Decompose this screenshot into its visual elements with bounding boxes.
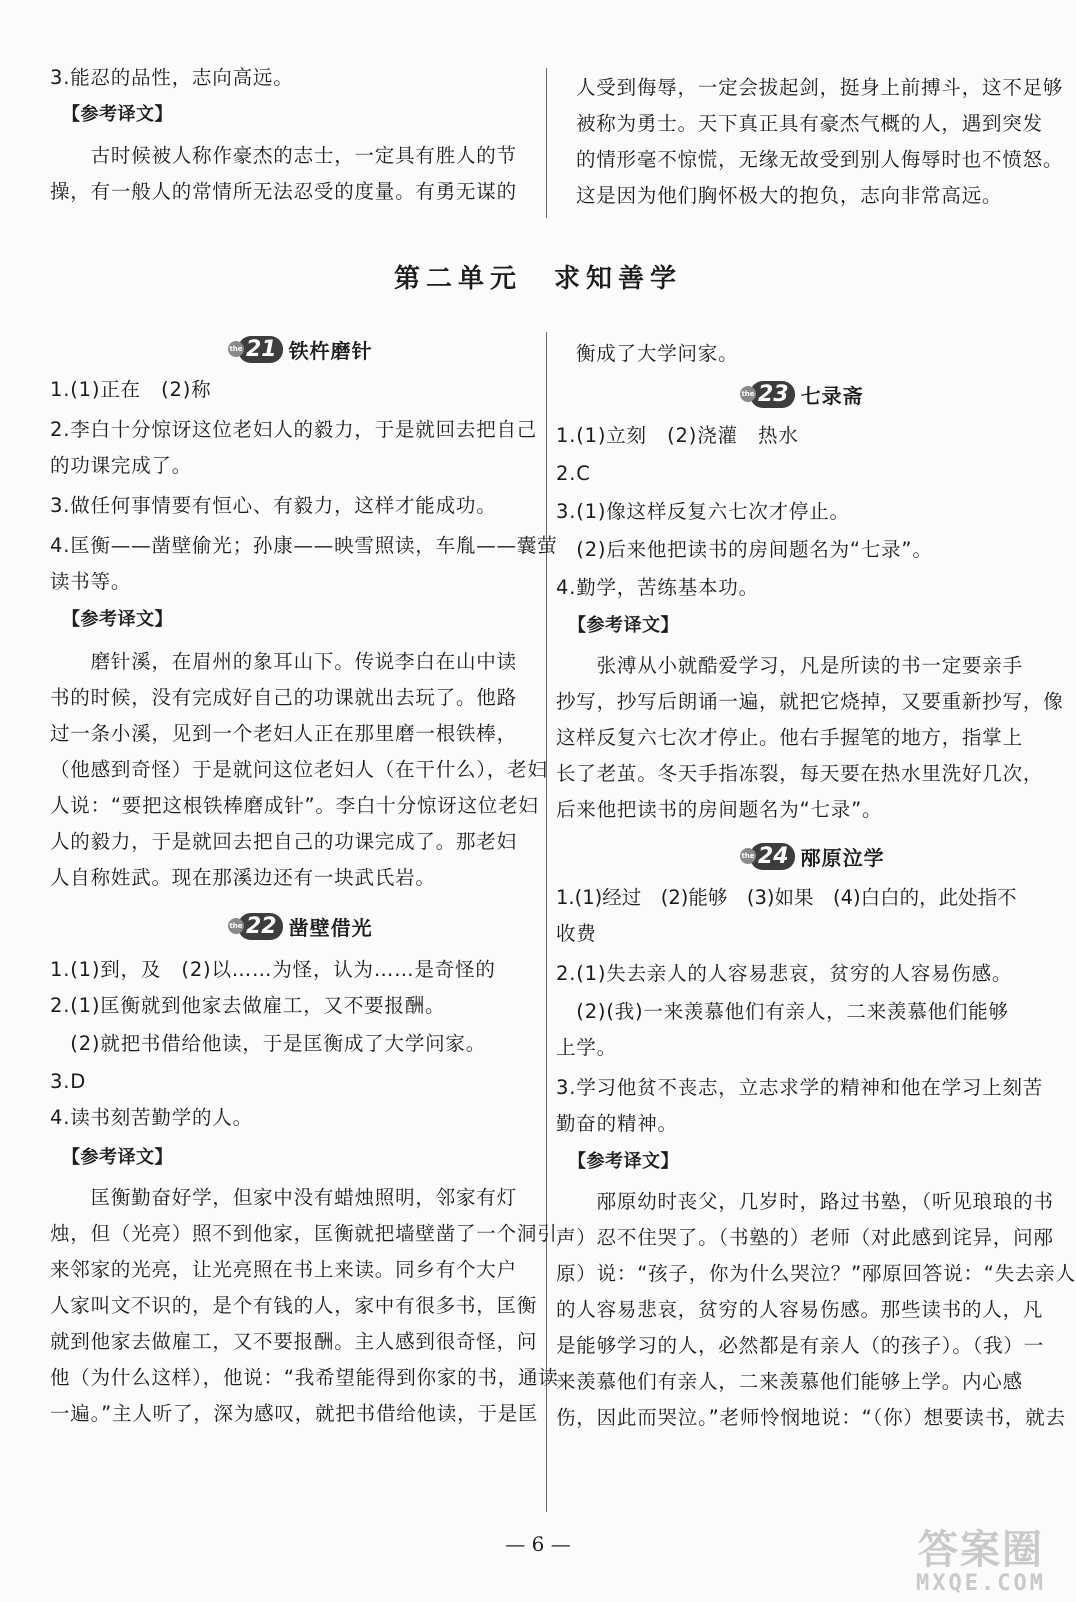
translation-line: 一遍。”主人听了，深为感叹，就把书借给他读，于是匡 xyxy=(50,1402,539,1425)
lesson-number-badge xyxy=(740,379,795,409)
lesson-title: 七录斋 xyxy=(800,383,864,408)
translation-line: 来羡慕他们有亲人，二来羡慕他们能够上学。内心感 xyxy=(556,1370,1023,1393)
translation-line: 古时候被人称作豪杰的志士，一定具有胜人的节 xyxy=(50,144,517,167)
translation-line: 张溥从小就酷爱学习，凡是所读的书一定要亲手 xyxy=(556,654,1023,677)
translation-line: 人的毅力，于是就回去把自己的功课完成了。那老妇 xyxy=(50,830,517,853)
badge-the-label: the xyxy=(228,918,244,934)
translation-line: 烛，但（光亮）照不到他家，匡衡就把墙壁凿了一个洞引 xyxy=(50,1222,558,1245)
badge-the-label: the xyxy=(740,386,756,402)
translation-line: 他（为什么这样），他说：“我希望能得到你家的书，通读 xyxy=(50,1366,559,1389)
translation-line: 原）说：“孩子，你为什么哭泣？”邴原回答说：“失去亲人 xyxy=(556,1262,1076,1285)
badge-the-label: the xyxy=(228,341,244,357)
translation-line: 操，有一般人的常情所无法忍受的度量。有勇无谋的 xyxy=(50,180,517,203)
reference-translation-label: 【参考译文】 xyxy=(62,104,173,125)
lesson-22-heading xyxy=(228,910,373,942)
translation-line: 书的时候，没有完成好自己的功课就出去玩了。他路 xyxy=(50,686,517,709)
reference-translation-label: 【参考译文】 xyxy=(568,1151,679,1172)
lesson-number-badge xyxy=(740,841,795,871)
translation-line: 抄写，抄写后朗诵一遍，就把它烧掉，又要重新抄写，像 xyxy=(556,690,1064,713)
answer-line: (2)(我)一来羡慕他们有亲人，二来羡慕他们能够 xyxy=(556,1000,1009,1023)
answer-line: 4.勤学，苦练基本功。 xyxy=(556,576,759,599)
reference-translation-label: 【参考译文】 xyxy=(62,609,173,630)
lesson-number: 24 xyxy=(750,843,795,870)
answer-line: 1.(1)正在 (2)称 xyxy=(50,378,212,401)
answer-line: 2.李白十分惊讶这位老妇人的毅力，于是就回去把自己 xyxy=(50,418,538,441)
lesson-title: 铁杵磨针 xyxy=(288,338,373,363)
lesson-number: 21 xyxy=(238,336,283,363)
translation-line: 声）忍不住哭了。（书塾的）老师（对此感到诧异，问邴 xyxy=(556,1226,1054,1249)
answer-line: 2.(1)匡衡就到他家去做雇工，又不要报酬。 xyxy=(50,994,446,1017)
answer-line: (2)后来他把读书的房间题名为“七录”。 xyxy=(556,538,933,561)
lesson-title: 凿壁借光 xyxy=(288,915,373,940)
translation-line: 人自称姓武。现在那溪边还有一块武氏岩。 xyxy=(50,866,436,889)
reference-translation-label: 【参考译文】 xyxy=(568,615,679,636)
answer-line: 收费 xyxy=(556,922,597,945)
answer-line: 3.学习他贫不丧志，立志求学的精神和他在学习上刻苦 xyxy=(556,1076,1044,1099)
column-divider xyxy=(546,332,547,1512)
watermark-logo xyxy=(896,1528,1066,1598)
translation-line: 长了老茧。冬天手指冻裂，每天要在热水里洗好几次， xyxy=(556,762,1044,785)
badge-the-label: the xyxy=(740,848,756,864)
translation-line: 人受到侮辱，一定会拔起剑，挺身上前搏斗，这不足够 xyxy=(576,76,1064,99)
translation-line: 伤，因此而哭泣。”老师怜悯地说：“（你）想要读书，就去 xyxy=(556,1406,1066,1429)
translation-line: 人家叫文不识的，是个有钱的人，家中有很多书，匡衡 xyxy=(50,1294,538,1317)
answer-line: 勤奋的精神。 xyxy=(556,1112,678,1135)
translation-line: 的情形毫不惊慌，无缘无故受到别人侮辱时也不愤怒。 xyxy=(576,148,1064,171)
lesson-number: 22 xyxy=(238,913,283,940)
answer-line: 3.做任何事情要有恒心、有毅力，这样才能成功。 xyxy=(50,494,497,517)
translation-line: 邴原幼时丧父，几岁时，路过书塾，（听见琅琅的书 xyxy=(556,1190,1054,1213)
watermark-bottom-text: MXQE.COM xyxy=(916,1571,1046,1596)
translation-line: 衡成了大学问家。 xyxy=(576,342,739,365)
translation-line: 的人容易悲哀，贫穷的人容易伤感。那些读书的人，凡 xyxy=(556,1298,1044,1321)
answer-line: 1.(1)到，及 (2)以……为怪，认为……是奇怪的 xyxy=(50,958,496,981)
answer-line: 3.(1)像这样反复六七次才停止。 xyxy=(556,500,850,523)
answer-line: 1.(1)经过 (2)能够 (3)如果 (4)白白的，此处指不 xyxy=(556,886,1017,909)
lesson-number-badge xyxy=(228,911,283,941)
lesson-title: 邴原泣学 xyxy=(800,845,885,870)
translation-line: 过一条小溪，见到一个老妇人正在那里磨一根铁棒， xyxy=(50,722,517,745)
answer-line: 2.(1)失去亲人的人容易悲哀，贫穷的人容易伤感。 xyxy=(556,962,1013,985)
answer-line: 4.读书刻苦勤学的人。 xyxy=(50,1106,253,1129)
translation-line: （他感到奇怪）于是就问这位老妇人（在干什么），老妇 xyxy=(50,758,548,781)
answer-line: 2.C xyxy=(556,462,591,485)
lesson-number-badge xyxy=(228,334,283,364)
answer-line: 1.(1)立刻 (2)浇灌 热水 xyxy=(556,424,799,447)
translation-line: 人说：“要把这根铁棒磨成针”。李白十分惊讶这位老妇 xyxy=(50,794,539,817)
answer-line: 读书等。 xyxy=(50,570,132,593)
translation-line: 这样反复六七次才停止。他右手握笔的地方，指掌上 xyxy=(556,726,1023,749)
lesson-24-heading xyxy=(740,840,885,872)
watermark-top-text: 答案圈 xyxy=(918,1527,1044,1573)
answer-line: 4.匡衡——凿壁偷光；孙康——映雪照读，车胤——囊萤 xyxy=(50,534,558,557)
answer-line: (2)就把书借给他读，于是匡衡成了大学问家。 xyxy=(50,1032,487,1055)
answer-line: 的功课完成了。 xyxy=(50,454,193,477)
answer-line: 3.能忍的品性，志向高远。 xyxy=(50,66,294,89)
lesson-21-heading xyxy=(228,333,373,365)
column-divider xyxy=(546,68,547,218)
translation-line: 来邻家的光亮，让光亮照在书上来读。同乡有个大户 xyxy=(50,1258,517,1281)
answer-line: 3.D xyxy=(50,1070,87,1093)
translation-line: 就到他家去做雇工，又不要报酬。主人感到很奇怪，问 xyxy=(50,1330,538,1353)
translation-line: 被称为勇士。天下真正具有豪杰气概的人，遇到突发 xyxy=(576,112,1043,135)
translation-line: 匡衡勤奋好学，但家中没有蜡烛照明，邻家有灯 xyxy=(50,1186,517,1209)
translation-line: 后来他把读书的房间题名为“七录”。 xyxy=(556,798,883,821)
unit-title: 第二单元 求知善学 xyxy=(393,264,682,294)
answer-line: 上学。 xyxy=(556,1036,617,1059)
translation-line: 是能够学习的人，必然都是有亲人（的孩子）。（我）一 xyxy=(556,1334,1045,1357)
page-number: — 6 — xyxy=(505,1532,571,1556)
lesson-23-heading xyxy=(740,378,864,410)
lesson-number: 23 xyxy=(750,381,795,408)
translation-line: 这是因为他们胸怀极大的抱负，志向非常高远。 xyxy=(576,184,1003,207)
reference-translation-label: 【参考译文】 xyxy=(62,1147,173,1168)
translation-line: 磨针溪，在眉州的象耳山下。传说李白在山中读 xyxy=(50,650,517,673)
